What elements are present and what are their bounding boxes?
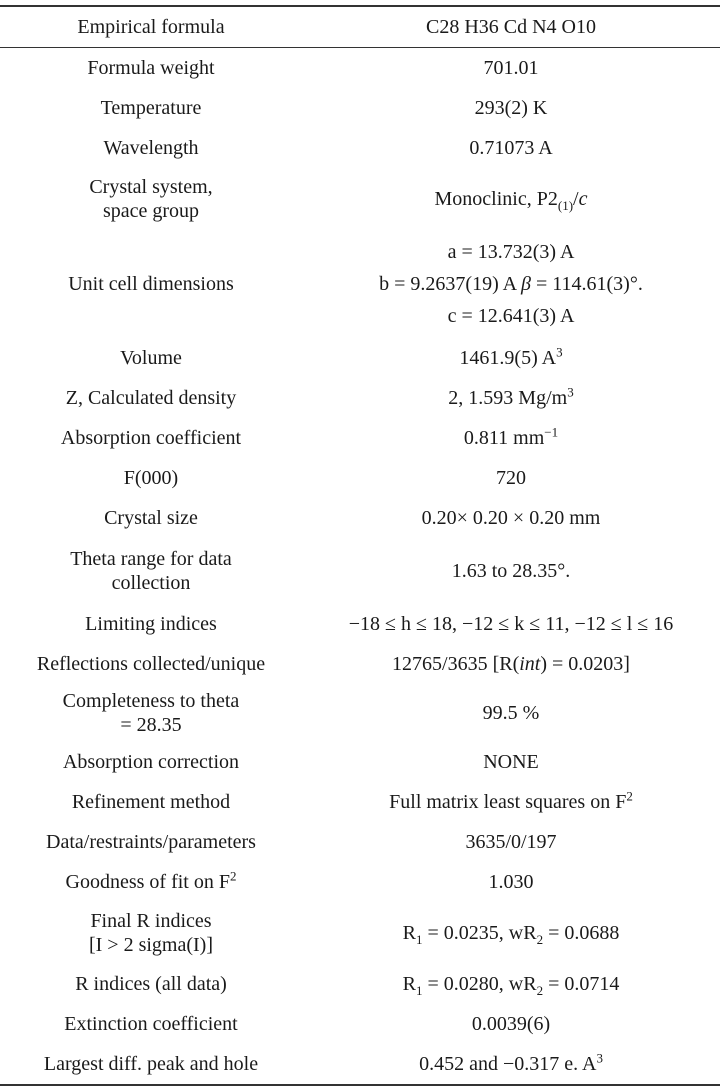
table-row-crystal-system	[0, 168, 720, 230]
row-label: R indices (all data)	[75, 973, 227, 995]
row-label: Unit cell dimensions	[68, 273, 234, 295]
row-value: 2, 1.593 $Mg/m^3$	[448, 384, 574, 409]
table-row-volume	[0, 338, 720, 378]
row-label: Largest diff. peak and hole	[43, 1053, 259, 1075]
row-value: NONE	[483, 751, 539, 773]
row-value: 12765/3635 [R(int) = 0.0203]	[392, 653, 630, 675]
row-value: 720	[496, 467, 526, 489]
row-value: 1.030	[488, 871, 534, 893]
row-label: Goodness of fit on $F^2$	[65, 868, 237, 893]
row-value: 1461.9(5) $A^3$	[459, 344, 563, 369]
row-label: Absorption coefficient	[60, 427, 242, 449]
row-label: Temperature	[100, 97, 202, 119]
row-label: Extinction coefficient	[64, 1013, 238, 1035]
table-row-crystal-size	[0, 498, 720, 538]
table-row-theta-range	[0, 538, 720, 604]
row-value: −18 ≤ h ≤ 18, −12 ≤ k ≤ 11, −12 ≤ l ≤ 16	[348, 613, 674, 635]
row-label: Formula weight	[87, 57, 215, 79]
crystal-data-table	[0, 5, 720, 1086]
row-label: Absorption correction	[62, 751, 240, 773]
table-row-temperature	[0, 88, 720, 128]
row-label: Crystal system, space group	[89, 176, 213, 222]
row-value: 0.811 $mm^{-1}$	[463, 424, 559, 449]
row-value: $R_1 = 0.0235$, $wR_2 = 0.0688$	[402, 922, 620, 947]
table-row-completeness	[0, 684, 720, 742]
row-value: Full matrix least squares on $F^2$	[389, 788, 633, 813]
row-value: Monoclinic, $P2_{(1)}/c$	[434, 188, 588, 213]
row-value: 1.63 to 28.35°.	[451, 560, 571, 582]
table-row-limiting-indices	[0, 604, 720, 644]
row-label: Data/restraints/parameters	[46, 831, 256, 853]
row-value: 3635/0/197	[465, 831, 557, 853]
row-value: 0.20× 0.20 × 0.20 mm	[421, 507, 601, 529]
row-value: a = 13.732(3) A b = 9.2637(19) A β = 114.61(3)°. c = 12.641(3) A	[379, 241, 643, 327]
row-value: C28 H36 Cd N4 O10	[425, 16, 596, 38]
row-value: 293(2) K	[474, 97, 548, 119]
table-row-refinement-method	[0, 782, 720, 822]
row-value: 0.452 and −0.317 e. $A^3$	[419, 1050, 603, 1075]
row-label: F(000)	[123, 467, 179, 489]
table-row-goodness-of-fit	[0, 862, 720, 902]
row-label: Z, Calculated density	[65, 387, 237, 409]
row-label: Reflections collected/unique	[36, 653, 266, 675]
table-row-data-restraints	[0, 822, 720, 862]
row-label: Refinement method	[71, 791, 231, 813]
row-label: Empirical formula	[77, 16, 225, 38]
row-label: Completeness to theta = 28.35	[62, 690, 240, 736]
table-row-empirical-formula	[0, 5, 720, 48]
table-row-density	[0, 378, 720, 418]
table-row-absorption-correction	[0, 742, 720, 782]
row-value: 0.71073 A	[469, 137, 553, 159]
row-label: Crystal size	[104, 507, 198, 529]
row-value: 701.01	[483, 57, 539, 79]
table-row-final-r-indices	[0, 902, 720, 964]
table-row-r-indices-all	[0, 964, 720, 1004]
row-label: Wavelength	[103, 137, 199, 159]
table-row-absorption-coefficient	[0, 418, 720, 458]
row-label: Volume	[120, 347, 182, 369]
row-label: Final R indices [I > 2 sigma(I)]	[88, 910, 213, 956]
row-value: $R_1 = 0.0280$, $wR_2 = 0.0714$	[402, 973, 620, 998]
row-label: Limiting indices	[85, 613, 217, 635]
table-row-largest-diff	[0, 1044, 720, 1086]
table-row-reflections	[0, 644, 720, 684]
row-value: 99.5 %	[482, 702, 540, 724]
row-label: Theta range for data collection	[70, 548, 232, 594]
table-row-unit-cell	[0, 230, 720, 338]
table-row-f000	[0, 458, 720, 498]
row-value: 0.0039(6)	[471, 1013, 551, 1035]
table-row-extinction	[0, 1004, 720, 1044]
table-row-formula-weight	[0, 48, 720, 88]
table-row-wavelength	[0, 128, 720, 168]
